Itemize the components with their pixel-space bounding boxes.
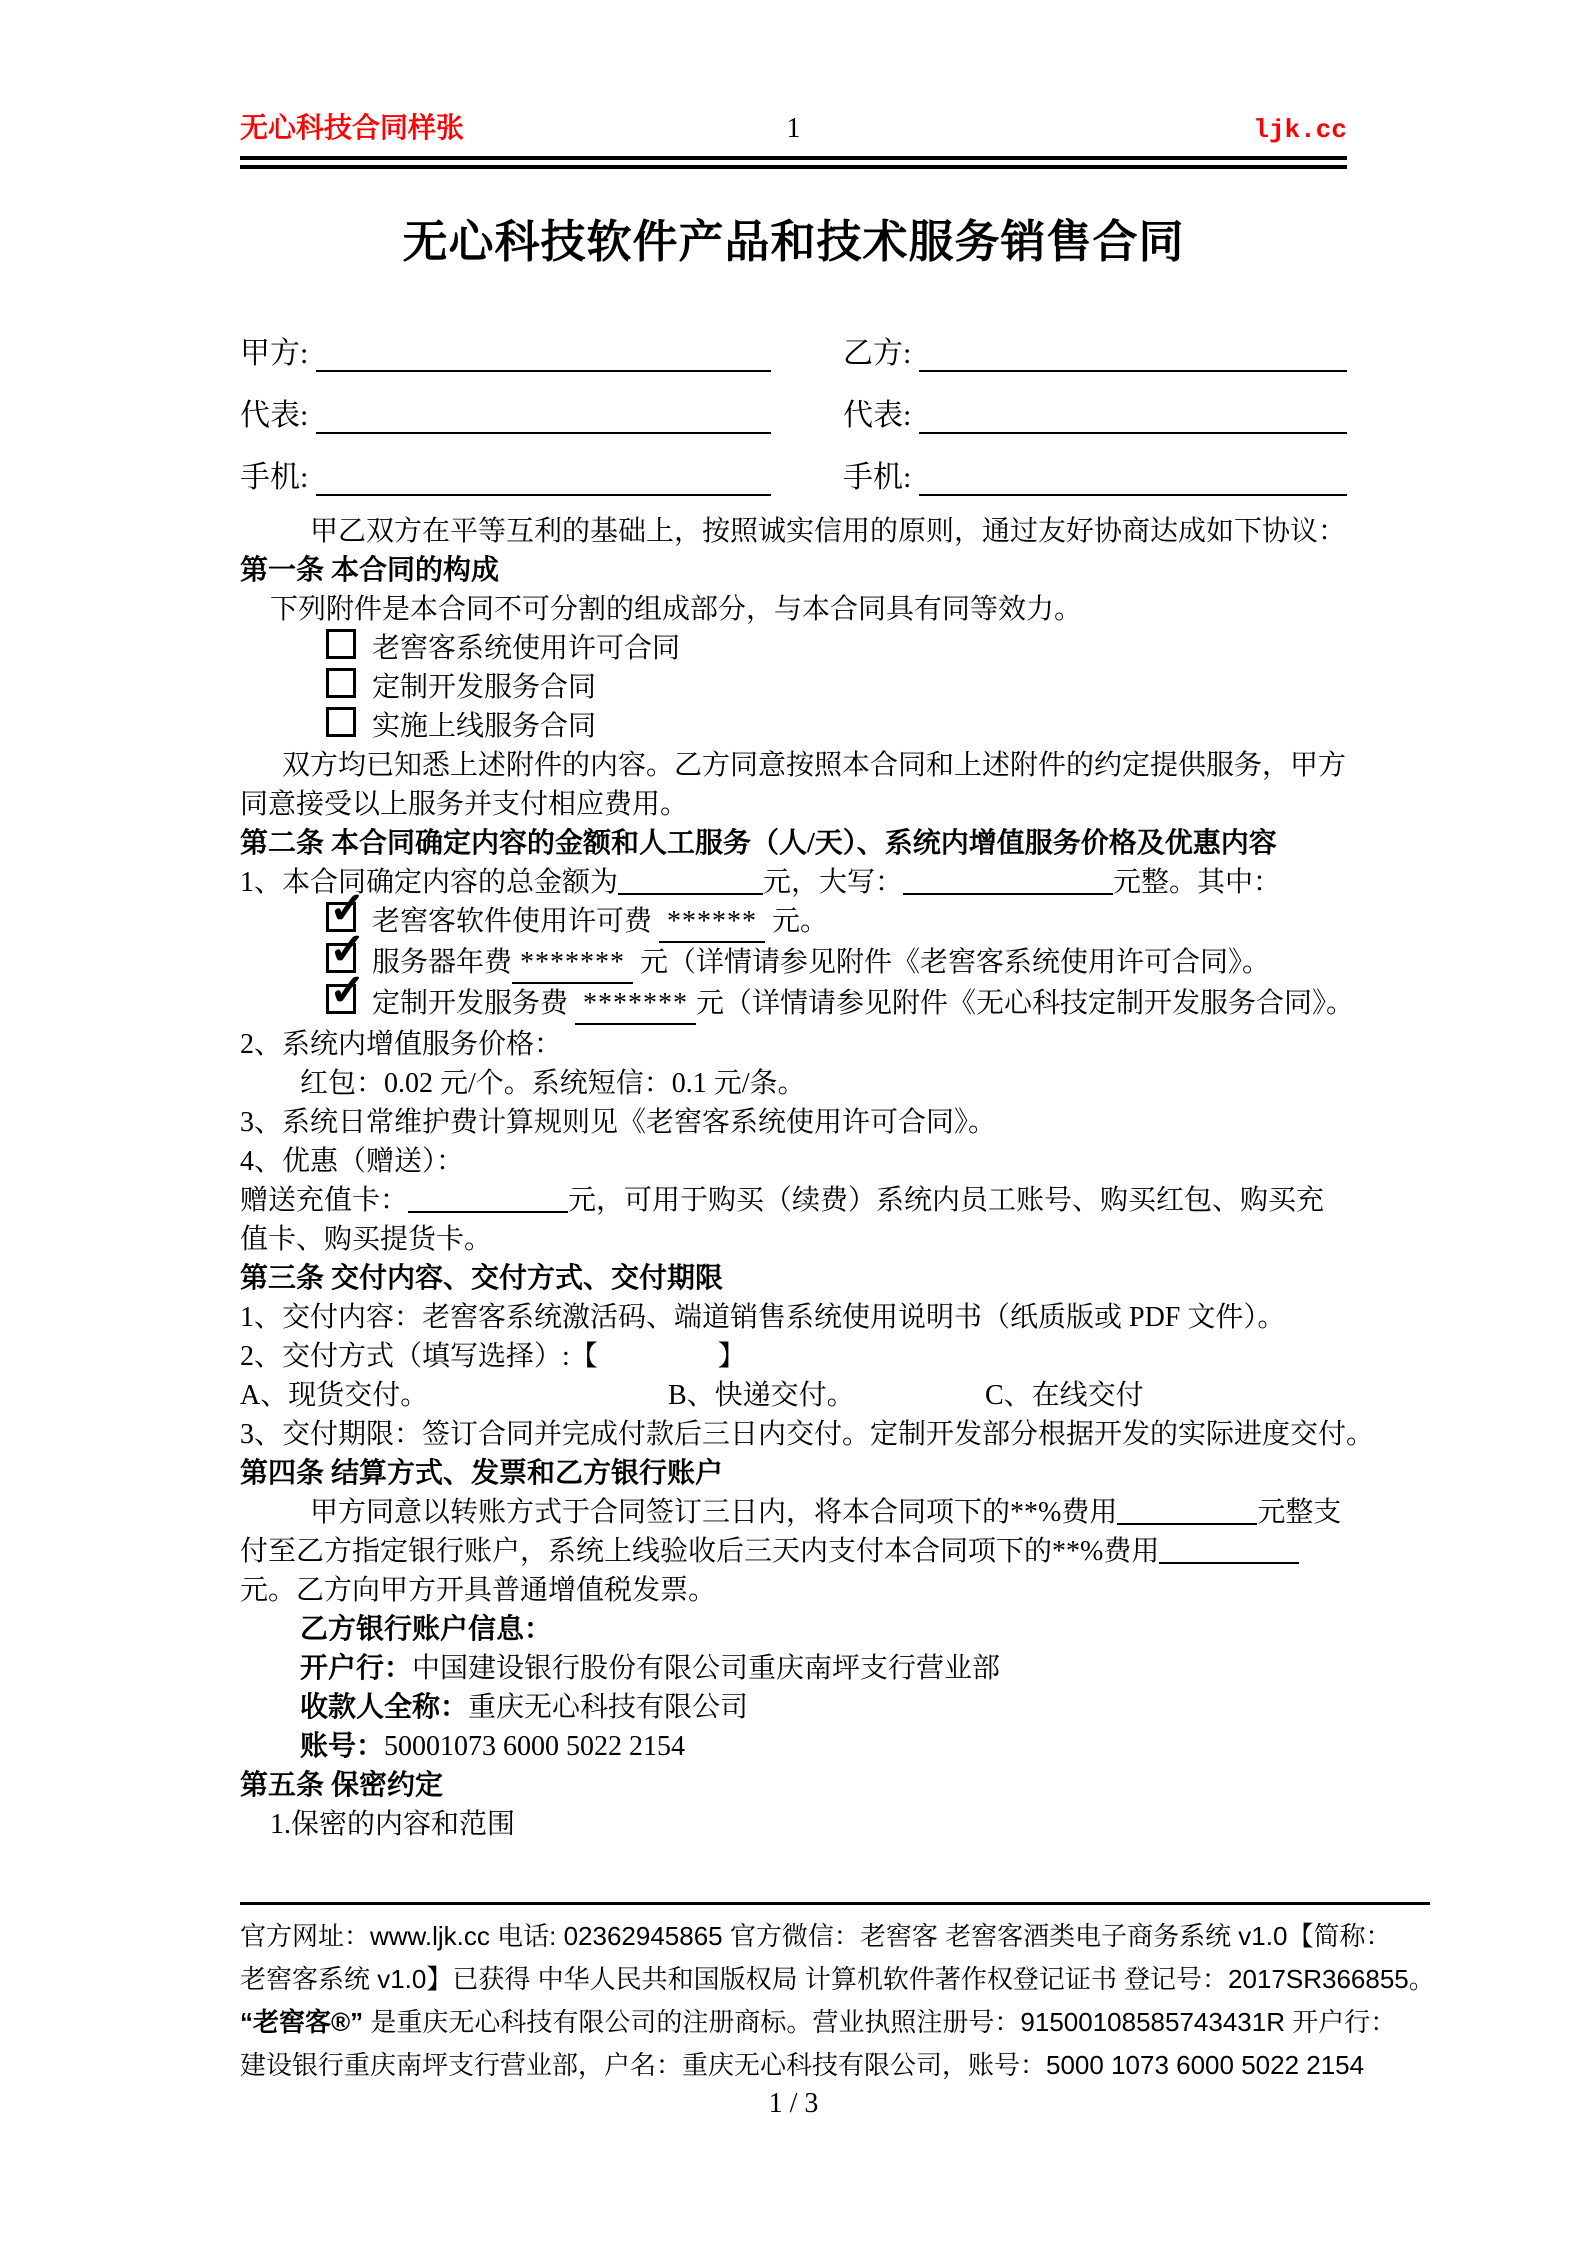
payee-label: 收款人全称： [300,1692,469,1723]
total-amount-field[interactable] [618,863,763,895]
party-b-label: 乙方: [843,337,912,370]
account-value: 50001073 6000 5022 2154 [384,1731,686,1762]
party-b-phone-field[interactable] [919,484,1347,496]
fee-amount-field[interactable]: ******* [512,943,633,984]
footer-trademark-rest: 是重庆无心科技有限公司的注册商标。营业执照注册号：91500108585743431R 开户行： [363,2007,1397,2037]
party-a-name-field[interactable] [316,360,771,372]
gift-card-pre: 赠送充值卡： [240,1185,409,1216]
contract-body [240,512,1375,1844]
article5-item1: 1.保密的内容和范围 [270,1809,516,1840]
fee-amount-field[interactable]: ****** [659,902,765,943]
party-b-phone-cell [843,452,1347,496]
article2-gift-paragraph [240,1181,1347,1259]
delivery-method-pre: 2、交付方式（填写选择）:【 [240,1341,598,1372]
fee-suffix: 元。 [772,906,829,937]
bank-branch-value: 中国建设银行股份有限公司重庆南坪支行营业部 [412,1653,1001,1684]
first-payment-field[interactable] [1117,1493,1257,1525]
second-payment-field[interactable] [1159,1532,1299,1564]
party-b-rep-field[interactable] [919,422,1347,434]
fee-suffix: 元（详情请参见附件《老窖客系统使用许可合同》。 [640,947,1271,978]
total-amount-mid: 元，大写： [763,867,904,898]
party-a-phone-field[interactable] [316,484,771,496]
article2-item2-detail: 红包：0.02 元/个。系统短信：0.1 元/条。 [300,1068,806,1099]
payee-line [240,1688,1347,1727]
article1-note: 双方均已知悉上述附件的内容。乙方同意按照本合同和上述附件的约定提供服务，甲方同意接受以上服务并支付相应费用。 [240,750,1347,820]
article4-heading: 第四条 结算方式、发票和乙方银行账户 [240,1458,724,1489]
delivery-method-post: 】 [717,1341,746,1372]
parties-block [240,310,1347,496]
parties-row [240,372,1347,434]
payment-pre: 甲方同意以转账方式于合同签订三日内，将本合同项下的**%费用 [310,1497,1118,1528]
delivery-option-a: A、现货交付。 [240,1380,429,1411]
attachment-item [240,707,1347,746]
gift-card-amount-field[interactable] [408,1181,568,1213]
fee-item-custom-dev [240,984,1355,1025]
amount-in-words-field[interactable] [903,863,1113,895]
article2-item4: 4、优惠（赠送）： [240,1146,465,1177]
party-a-phone-cell [240,452,771,496]
article3-item1: 1、交付内容：老窖客系统激活码、端道销售系统使用说明书（纸质版或 PDF 文件）。 [240,1302,1286,1333]
delivery-option-b: B、快递交付。 [668,1380,855,1411]
header-double-rule [240,156,1347,169]
party-b-name-field[interactable] [919,360,1347,372]
account-line [240,1727,1347,1766]
attachment-label: 老窖客系统使用许可合同 [372,633,681,664]
fee-label: 服务器年费 [372,947,513,978]
footer-line-1: 官方网址：www.ljk.cc 电话: 02362945865 官方微信：老窖客 老窖客酒类电子商务系统 v1.0【简称： [240,1921,1392,1951]
article2-item2: 2、系统内增值服务价格： [240,1029,563,1060]
header-site-text: ljk.cc [1253,115,1347,145]
footer-line-2: 老窖客系统 v1.0】已获得 中华人民共和国版权局 计算机软件著作权登记证书 登记号：2017SR366855。 [240,1964,1435,1994]
bank-branch-line [240,1649,1347,1688]
delivery-options-row [240,1376,1347,1415]
article5-heading: 第五条 保密约定 [240,1770,444,1801]
parties-row [240,310,1347,372]
footer-line-4: 建设银行重庆南坪支行营业部，户名：重庆无心科技有限公司，账号：5000 1073 6000 5022 2154 [240,2050,1365,2080]
article3-heading: 第三条 交付内容、交付方式、交付期限 [240,1263,724,1294]
footer-trademark: “老窖客®” [240,2007,364,2037]
total-amount-pre: 1、本合同确定内容的总金额为 [240,867,619,898]
page-content [240,0,1375,1844]
checkbox-unchecked-icon[interactable] [326,668,356,698]
article1-heading: 第一条 本合同的构成 [240,555,500,586]
attachment-label: 定制开发服务合同 [372,672,597,703]
checkbox-unchecked-icon[interactable] [326,629,356,659]
party-b-phone-label: 手机: [843,461,912,494]
parties-row [240,434,1347,496]
contract-title: 无心科技软件产品和技术服务销售合同 [402,217,1185,267]
account-label: 账号： [300,1731,385,1762]
checkbox-unchecked-icon[interactable] [326,707,356,737]
article3-item2 [240,1337,1347,1376]
party-a-rep-cell [240,390,771,434]
fee-amount-field[interactable]: ******* [575,984,696,1025]
party-b-rep-cell [843,390,1347,434]
article1-lead: 下列附件是本合同不可分割的组成部分，与本合同具有同等效力。 [270,594,1083,625]
delivery-choice-field[interactable] [598,1339,718,1369]
fee-label: 定制开发服务费 [372,988,569,1019]
bank-info-title: 乙方银行账户信息： [300,1614,553,1645]
party-a-rep-field[interactable] [316,422,771,434]
article4-payment-paragraph [240,1493,1347,1610]
footer-rule [240,1902,1430,1905]
party-b-cell [843,328,1347,372]
gift-card-post: 元，可用于购买（续费）系统内员工账号、购买红包、购买充值卡、购买提货卡。 [240,1185,1325,1255]
article3-item3: 3、交付期限：签订合同并完成付款后三日内交付。定制开发部分根据开发的实际进度交付。 [240,1419,1375,1450]
page-number-footer: 1 / 3 [768,2088,819,2119]
payment-post: 元。乙方向甲方开具普通增值税发票。 [240,1575,717,1606]
attachment-item [240,629,1347,668]
fee-suffix: 元（详情请参见附件《无心科技定制开发服务合同》。 [696,988,1355,1019]
party-b-rep-label: 代表: [843,399,912,432]
payment-mid: 元整支付至乙方指定银行账户，系统上线验收后三天内支付本合同项下的**%费用 [240,1497,1342,1567]
intro-paragraph: 甲乙双方在平等互利的基础上，按照诚实信用的原则，通过友好协商达成如下协议： [310,516,1347,547]
party-a-cell [240,328,771,372]
fee-item-license [240,902,1347,943]
page-footer [240,1902,1435,2087]
article2-item3: 3、系统日常维护费计算规则见《老窖客系统使用许可合同》。 [240,1107,997,1138]
fee-item-server [240,943,1347,984]
header-doc-label: 无心科技合同样张 [240,113,465,144]
footer-line-3 [240,2001,1430,2044]
attachment-label: 实施上线服务合同 [372,711,597,742]
payee-value: 重庆无心科技有限公司 [468,1692,749,1723]
article2-item1 [240,863,1347,902]
article2-heading: 第二条 本合同确定内容的金额和人工服务（人/天）、系统内增值服务价格及优惠内容 [240,828,1277,859]
page-header [240,106,1347,146]
total-amount-post: 元整。其中： [1113,867,1282,898]
party-a-phone-label: 手机: [240,461,309,494]
party-a-rep-label: 代表: [240,399,309,432]
bank-branch-label: 开户行： [300,1653,413,1684]
delivery-option-c: C、在线交付 [985,1380,1144,1411]
header-page-number: 1 [786,113,801,144]
attachment-item [240,668,1347,707]
checkbox-checked-icon[interactable] [326,984,356,1014]
fee-label: 老窖客软件使用许可费 [372,906,653,937]
party-a-label: 甲方: [240,337,309,370]
